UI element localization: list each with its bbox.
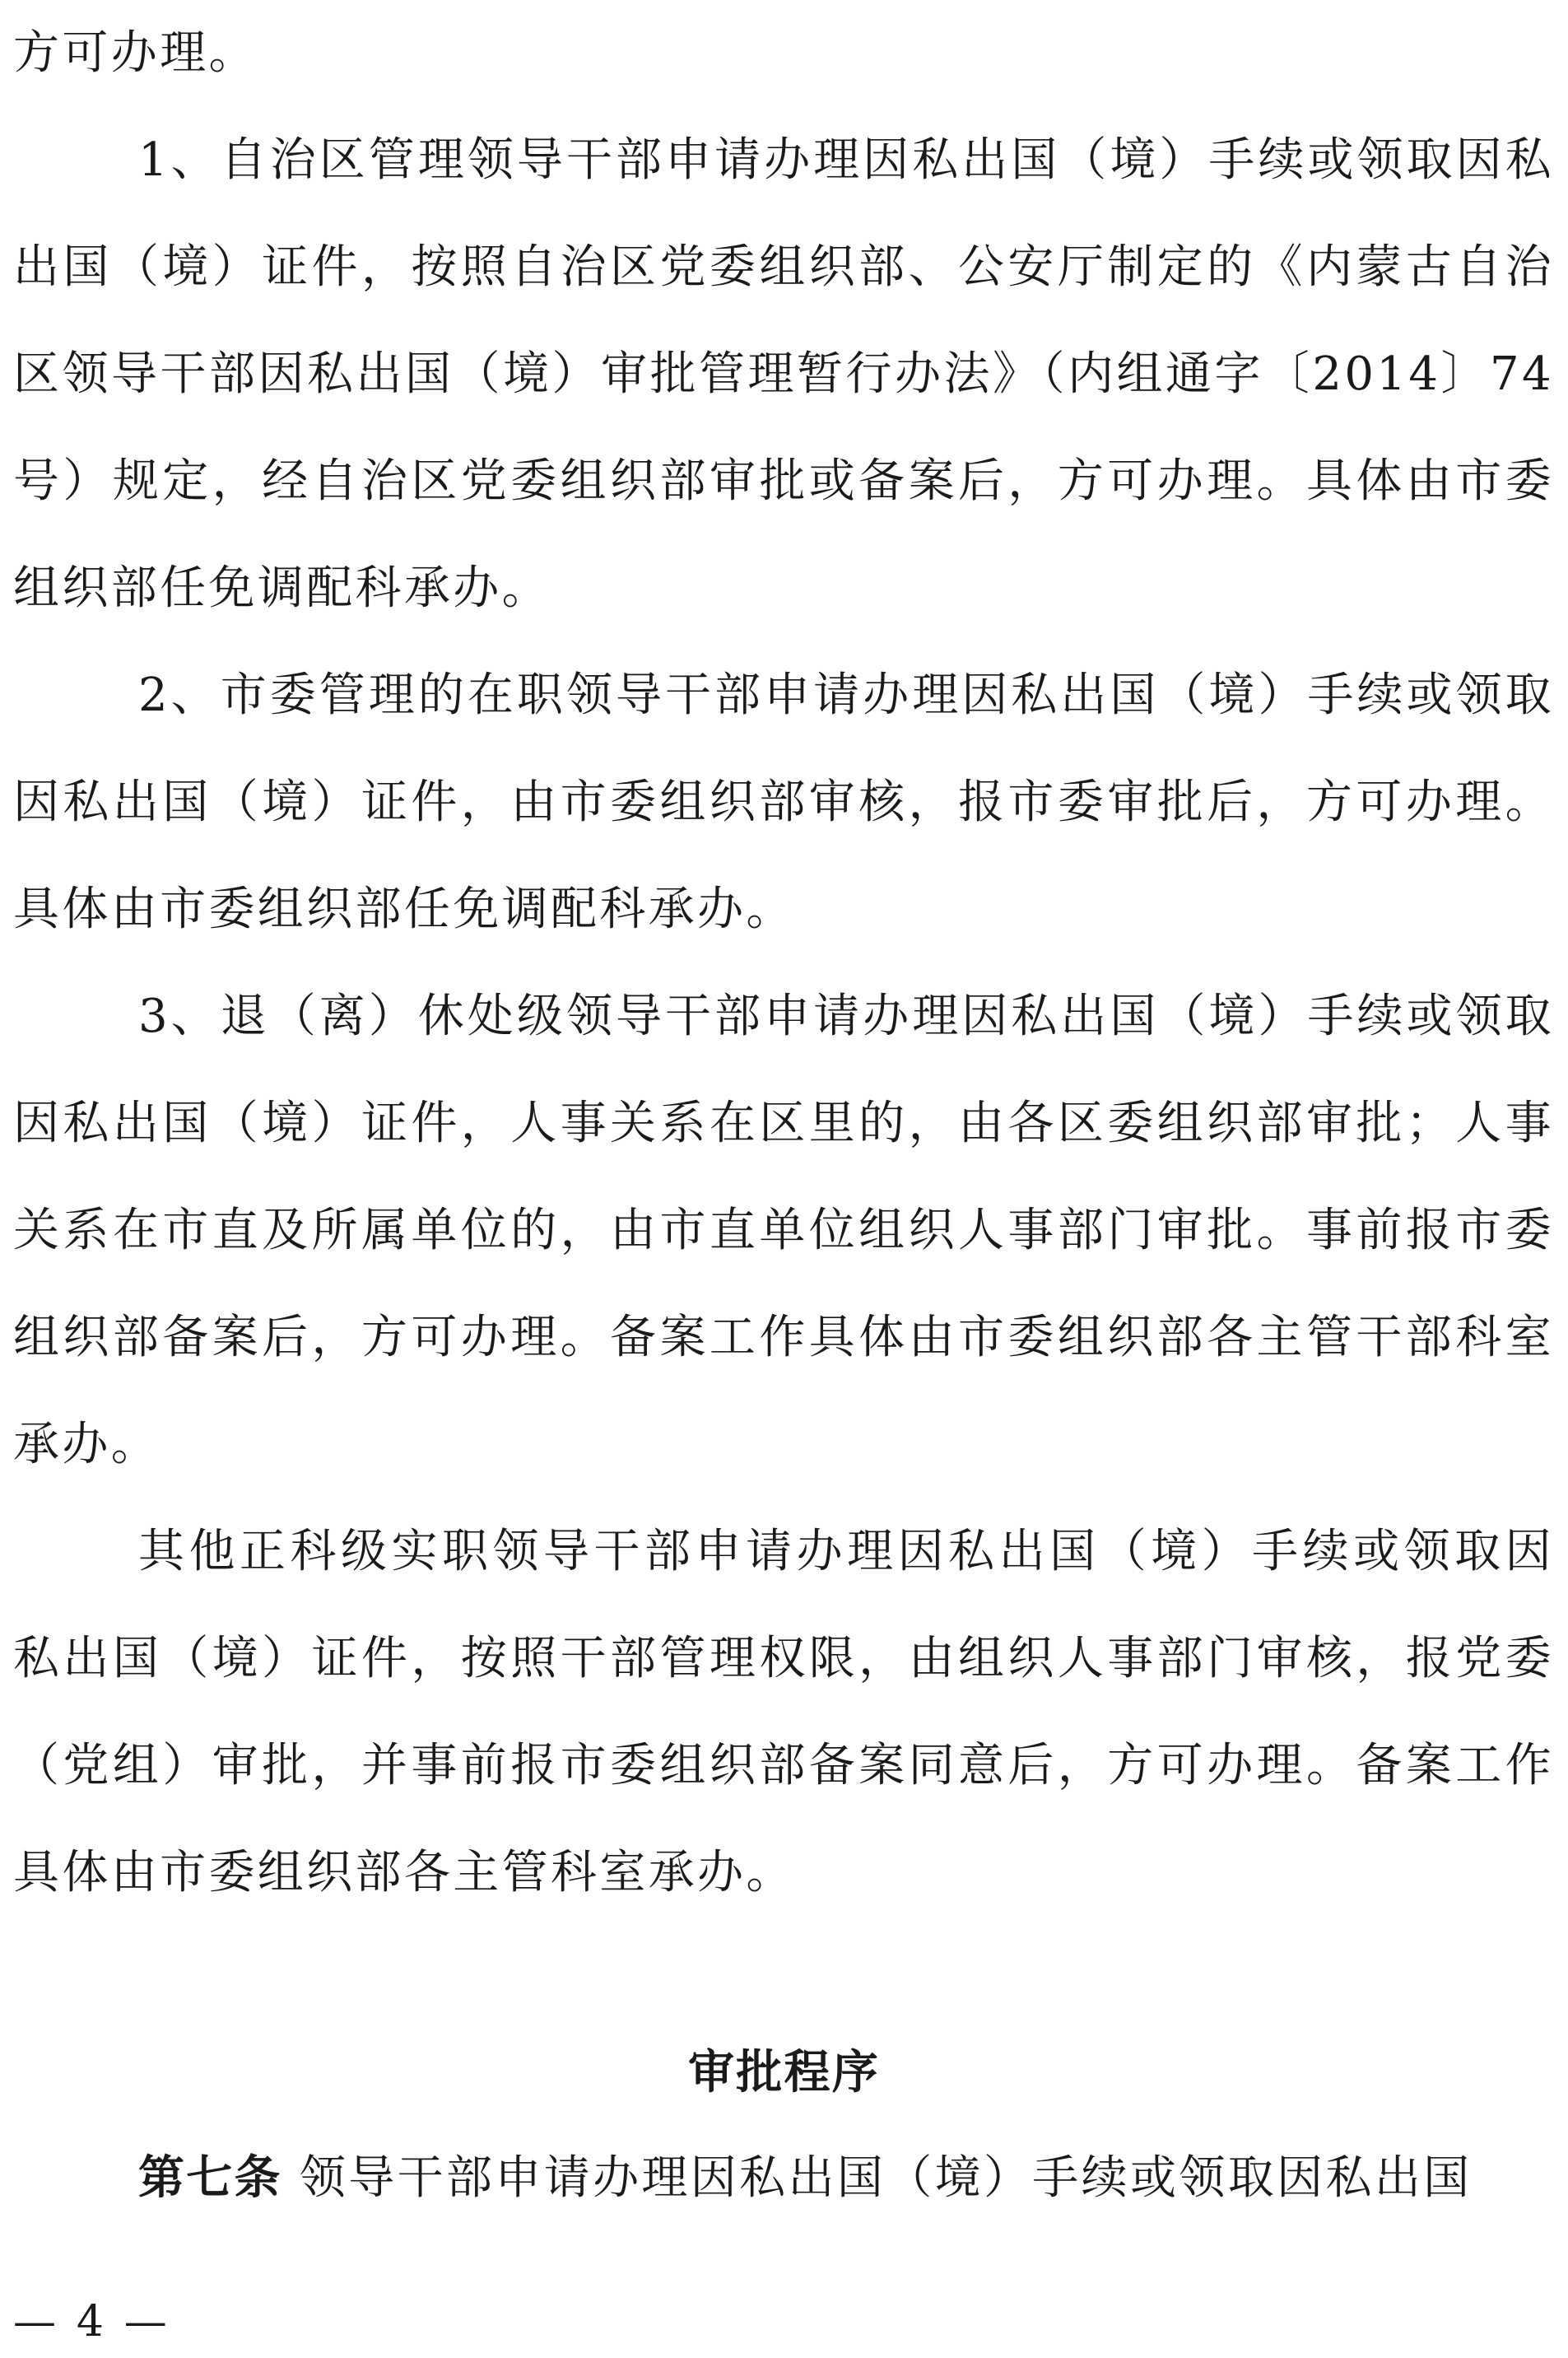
paragraph-other-cadres: 其他正科级实职领导干部申请办理因私出国（境）手续或领取因私出国（境）证件，按照干部管理权限，由组织人事部门审核，报党委（党组）审批，并事前报市委组织部备案同意后，方可办理。备案工作具体由市委组织部各主管科室承办。 <box>13 1525 1554 1899</box>
article-paragraph <box>13 2137 1554 2220</box>
paragraph-item-2: 2、市委管理的在职领导干部申请办理因私出国（境）手续或领取因私出国（境）证件，由市委组织部审核，报市委审批后，方可办理。具体由市委组织部任免调配科承办。 <box>13 669 1554 936</box>
paragraph-item-1: 1、自治区管理领导干部申请办理因私出国（境）手续或领取因私出国（境）证件，按照自治区党委组织部、公安厅制定的《内蒙古自治区领导干部因私出国（境）审批管理暂行办法》（内组通字〔2014〕74号）规定，经自治区党委组织部审批或备案后，方可办理。具体由市委组织部任免调配科承办。 <box>13 133 1554 615</box>
article-text: 领导干部申请办理因私出国（境）手续或领取因私出国 <box>299 2151 1473 2205</box>
paragraph-item-3: 3、退（离）休处级领导干部申请办理因私出国（境）手续或领取因私出国（境）证件，人事关系在区里的，由各区委组织部审批；人事关系在市直及所属单位的，由市直单位组织人事部门审批。事前报市委组织部备案后，方可办理。备案工作具体由市委组织部各主管干部科室承办。 <box>13 990 1554 1471</box>
body-text <box>13 0 1554 1927</box>
page-number: — 4 — <box>13 2297 170 2346</box>
paragraph-continuation: 方可办理。 <box>13 26 258 80</box>
section-heading: 审批程序 <box>688 2046 880 2099</box>
article-label: 第七条 <box>138 2151 282 2205</box>
